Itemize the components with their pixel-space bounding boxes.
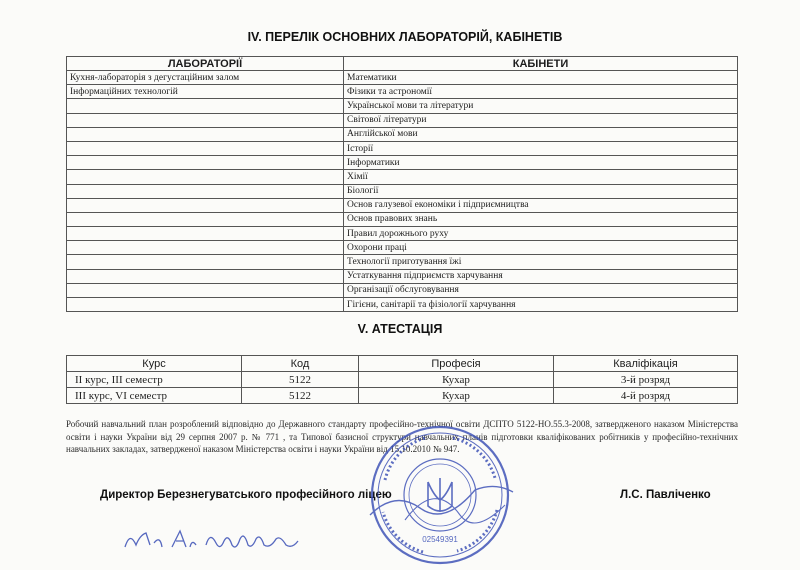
- cabinet-cell: Правил дорожнього руху: [344, 227, 738, 241]
- table-row: [67, 170, 738, 184]
- table-row: [67, 269, 738, 283]
- lab-cell: [67, 141, 344, 155]
- table-row: [67, 255, 738, 269]
- lab-cell: [67, 198, 344, 212]
- lab-cell: [67, 255, 344, 269]
- table-row: [67, 99, 738, 113]
- table-row: [67, 227, 738, 241]
- cabinet-cell: Гігієни, санітарії та фізіології харчування: [344, 298, 738, 312]
- course-column-header: Курс: [67, 356, 242, 372]
- table-row: [67, 212, 738, 226]
- course-cell: ІІ курс, ІІІ семестр: [67, 372, 242, 388]
- lab-cell: [67, 241, 344, 255]
- lab-cell: [67, 269, 344, 283]
- table-row: [67, 372, 738, 388]
- qualification-cell: 4-й розряд: [554, 388, 738, 404]
- cabinet-cell: Світової літератури: [344, 113, 738, 127]
- table-row: [67, 113, 738, 127]
- profession-cell: Кухар: [359, 388, 554, 404]
- cabinet-cell: Української мови та літератури: [344, 99, 738, 113]
- lab-cell: Інформаційних технологій: [67, 85, 344, 99]
- lab-cell: [67, 298, 344, 312]
- cabinet-cell: Математики: [344, 71, 738, 85]
- lab-cell: [67, 184, 344, 198]
- lab-cell: [67, 113, 344, 127]
- labs-table: [66, 56, 738, 312]
- code-cell: 5122: [242, 388, 359, 404]
- table-row: [67, 184, 738, 198]
- table-row: [67, 388, 738, 404]
- table-row: [67, 141, 738, 155]
- table-row: [67, 298, 738, 312]
- labs-table-body: [67, 71, 738, 312]
- code-column-header: Код: [242, 356, 359, 372]
- cabinet-cell: Організації обслуговування: [344, 283, 738, 297]
- cabinets-column-header: КАБІНЕТИ: [344, 57, 738, 71]
- lab-cell: [67, 156, 344, 170]
- lab-cell: [67, 127, 344, 141]
- cabinet-cell: Устаткування підприємств харчування: [344, 269, 738, 283]
- lab-cell: [67, 212, 344, 226]
- cabinet-cell: Історії: [344, 141, 738, 155]
- footnote-paragraph: Робочий навчальний план розроблений відповідно до Державного стандарту професійно-технічної освіти ДСПТО 5122-НО.55.3-2008, затвердженого наказом Міністерства освіти і науки України від 29 серпня 2007 р. № 771 , та Типової базисної структури навчальних планів підготовки кваліфікованих робітників у професійно-технічних навчальних закладах, затвердженої наказом Міністерства освіти і науки України від 15.10.2010 № 947.: [66, 419, 738, 454]
- cabinet-cell: Хімії: [344, 170, 738, 184]
- labs-table-header: [67, 57, 738, 71]
- profession-cell: Кухар: [359, 372, 554, 388]
- cabinet-cell: Інформатики: [344, 156, 738, 170]
- qualification-column-header: Кваліфікація: [554, 356, 738, 372]
- cabinet-cell: Фізики та астрономії: [344, 85, 738, 99]
- table-row: [67, 71, 738, 85]
- qualification-cell: 3-й розряд: [554, 372, 738, 388]
- cabinet-cell: Основ правових знань: [344, 212, 738, 226]
- profession-column-header: Професія: [359, 356, 554, 372]
- lab-cell: [67, 99, 344, 113]
- table-row: [67, 283, 738, 297]
- lab-cell: Кухня-лабораторія з дегустаційним залом: [67, 71, 344, 85]
- labs-section-title: IV. ПЕРЕЛІК ОСНОВНИХ ЛАБОРАТОРІЙ, КАБІНЕТІВ: [247, 30, 563, 44]
- stamp-code: 02549391: [422, 535, 458, 544]
- code-cell: 5122: [242, 372, 359, 388]
- labs-column-header: ЛАБОРАТОРІЇ: [67, 57, 344, 71]
- attestation-table: [66, 355, 738, 404]
- director-title: Директор Березнегуватського професійного ліцею: [100, 489, 392, 501]
- lab-cell: [67, 283, 344, 297]
- handwritten-signature-icon: [120, 525, 310, 555]
- lab-cell: [67, 227, 344, 241]
- attestation-table-header: [67, 356, 738, 372]
- table-row: [67, 127, 738, 141]
- cabinet-cell: Технології приготування їжі: [344, 255, 738, 269]
- table-row: [67, 85, 738, 99]
- official-stamp-icon: [365, 420, 515, 570]
- director-name: Л.С. Павліченко: [620, 489, 711, 501]
- table-row: [67, 198, 738, 212]
- cabinet-cell: Охорони праці: [344, 241, 738, 255]
- lab-cell: [67, 170, 344, 184]
- table-row: [67, 156, 738, 170]
- cabinet-cell: Біології: [344, 184, 738, 198]
- cabinet-cell: Англійської мови: [344, 127, 738, 141]
- attestation-section-title: V. АТЕСТАЦІЯ: [357, 322, 443, 336]
- cabinet-cell: Основ галузевої економіки і підприємництва: [344, 198, 738, 212]
- course-cell: ІІІ курс, VІ семестр: [67, 388, 242, 404]
- table-row: [67, 241, 738, 255]
